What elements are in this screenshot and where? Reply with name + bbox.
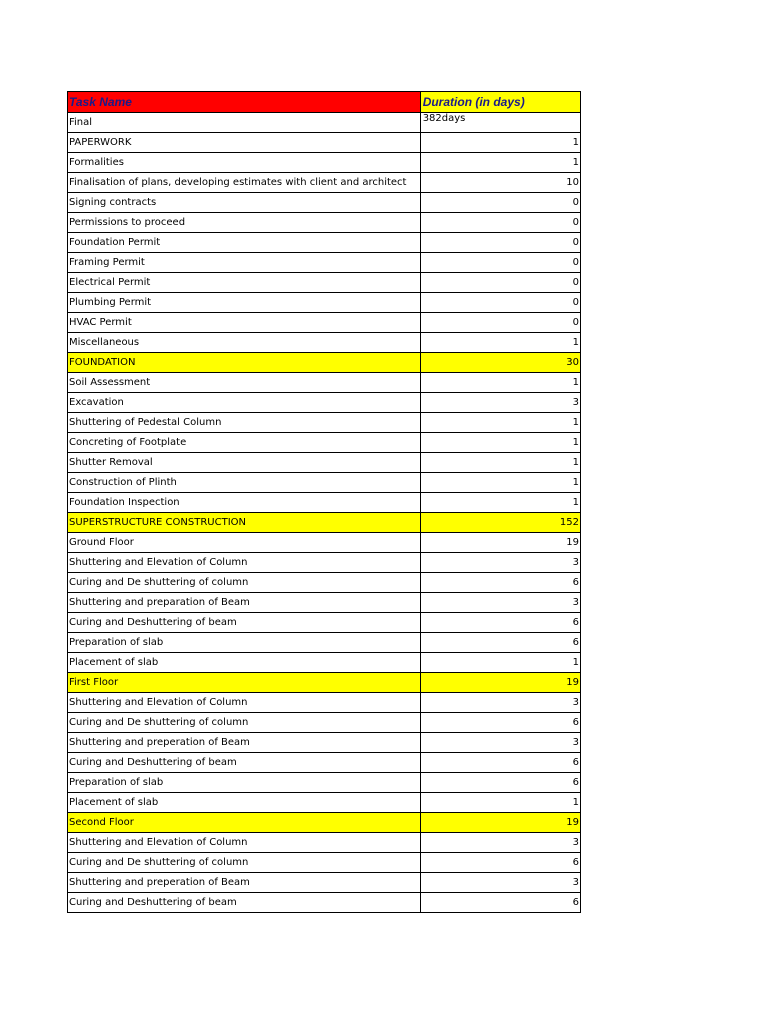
duration-cell: 1: [420, 493, 580, 513]
duration-cell: 3: [420, 553, 580, 573]
table-row: [68, 693, 581, 713]
table-row: [68, 813, 581, 833]
task-name-cell: Construction of Plinth: [68, 473, 421, 493]
task-name-cell: First Floor: [68, 673, 421, 693]
duration-cell: 1: [420, 133, 580, 153]
task-name-cell: SUPERSTRUCTURE CONSTRUCTION: [68, 513, 421, 533]
table-row: [68, 533, 581, 553]
table-row: [68, 853, 581, 873]
duration-cell: 152: [420, 513, 580, 533]
duration-cell: 3: [420, 733, 580, 753]
task-name-cell: Shuttering of Pedestal Column: [68, 413, 421, 433]
task-name-cell: Foundation Permit: [68, 233, 421, 253]
table-row: [68, 553, 581, 573]
duration-cell: 0: [420, 293, 580, 313]
task-name-cell: Excavation: [68, 393, 421, 413]
duration-cell: 19: [420, 673, 580, 693]
task-name-cell: Plumbing Permit: [68, 293, 421, 313]
table-row: [68, 473, 581, 493]
table-row: [68, 173, 581, 193]
task-name-cell: Shutter Removal: [68, 453, 421, 473]
table-row: [68, 453, 581, 473]
table-row: [68, 793, 581, 813]
table-row: [68, 233, 581, 253]
duration-cell: 6: [420, 633, 580, 653]
duration-cell: 6: [420, 613, 580, 633]
duration-cell: 10: [420, 173, 580, 193]
table-row: [68, 873, 581, 893]
table-row: [68, 313, 581, 333]
table-row: [68, 393, 581, 413]
table-row: [68, 713, 581, 733]
task-name-cell: Ground Floor: [68, 533, 421, 553]
table-row: [68, 373, 581, 393]
table-row: [68, 493, 581, 513]
task-name-cell: HVAC Permit: [68, 313, 421, 333]
table-row: [68, 353, 581, 373]
task-name-cell: Shuttering and preperation of Beam: [68, 873, 421, 893]
table-row: [68, 193, 581, 213]
table-row: [68, 253, 581, 273]
task-duration-table: [67, 91, 581, 913]
task-name-cell: Formalities: [68, 153, 421, 173]
table-row: [68, 273, 581, 293]
duration-cell: 3: [420, 693, 580, 713]
table-row: [68, 133, 581, 153]
table-row: [68, 113, 581, 133]
table-row: [68, 753, 581, 773]
table-row: [68, 733, 581, 753]
task-name-cell: Final: [68, 113, 421, 133]
table-row: [68, 613, 581, 633]
table-row: [68, 513, 581, 533]
task-name-cell: Placement of slab: [68, 793, 421, 813]
task-name-cell: Curing and De shuttering of column: [68, 853, 421, 873]
duration-cell: 6: [420, 573, 580, 593]
table-header-row: [68, 92, 581, 113]
task-name-cell: Curing and Deshuttering of beam: [68, 613, 421, 633]
task-name-cell: Curing and De shuttering of column: [68, 713, 421, 733]
task-name-cell: Electrical Permit: [68, 273, 421, 293]
duration-cell: 1: [420, 793, 580, 813]
duration-cell: 0: [420, 273, 580, 293]
duration-cell: 0: [420, 213, 580, 233]
task-name-cell: Shuttering and preparation of Beam: [68, 593, 421, 613]
duration-cell: 0: [420, 193, 580, 213]
table-row: [68, 433, 581, 453]
task-name-cell: Shuttering and Elevation of Column: [68, 833, 421, 853]
duration-cell: 19: [420, 533, 580, 553]
table-row: [68, 293, 581, 313]
task-name-cell: Placement of slab: [68, 653, 421, 673]
task-name-cell: PAPERWORK: [68, 133, 421, 153]
duration-cell: 19: [420, 813, 580, 833]
duration-cell: 6: [420, 713, 580, 733]
task-name-cell: Framing Permit: [68, 253, 421, 273]
task-name-cell: Shuttering and Elevation of Column: [68, 553, 421, 573]
table-row: [68, 633, 581, 653]
task-name-cell: Signing contracts: [68, 193, 421, 213]
duration-cell: 3: [420, 393, 580, 413]
table-row: [68, 893, 581, 913]
header-duration: Duration (in days): [420, 92, 580, 113]
task-name-cell: Miscellaneous: [68, 333, 421, 353]
table-row: [68, 593, 581, 613]
duration-cell: 1: [420, 653, 580, 673]
duration-cell: 1: [420, 373, 580, 393]
duration-cell: 6: [420, 893, 580, 913]
duration-cell: 382days: [420, 113, 580, 133]
task-name-cell: Shuttering and Elevation of Column: [68, 693, 421, 713]
table-row: [68, 833, 581, 853]
task-name-cell: Shuttering and preperation of Beam: [68, 733, 421, 753]
table-row: [68, 653, 581, 673]
duration-cell: 3: [420, 873, 580, 893]
table-row: [68, 213, 581, 233]
duration-cell: 0: [420, 253, 580, 273]
duration-cell: 3: [420, 593, 580, 613]
duration-cell: 30: [420, 353, 580, 373]
task-name-cell: Curing and Deshuttering of beam: [68, 893, 421, 913]
duration-cell: 6: [420, 853, 580, 873]
duration-cell: 3: [420, 833, 580, 853]
duration-cell: 0: [420, 313, 580, 333]
table-row: [68, 333, 581, 353]
duration-cell: 1: [420, 153, 580, 173]
task-name-cell: FOUNDATION: [68, 353, 421, 373]
table-row: [68, 573, 581, 593]
duration-cell: 6: [420, 753, 580, 773]
duration-cell: 0: [420, 233, 580, 253]
duration-cell: 1: [420, 473, 580, 493]
table-row: [68, 153, 581, 173]
duration-cell: 1: [420, 333, 580, 353]
table-row: [68, 773, 581, 793]
duration-cell: 1: [420, 453, 580, 473]
task-name-cell: Curing and De shuttering of column: [68, 573, 421, 593]
duration-cell: 1: [420, 433, 580, 453]
task-name-cell: Permissions to proceed: [68, 213, 421, 233]
duration-cell: 6: [420, 773, 580, 793]
task-name-cell: Preparation of slab: [68, 773, 421, 793]
duration-cell: 1: [420, 413, 580, 433]
table-row: [68, 673, 581, 693]
task-name-cell: Preparation of slab: [68, 633, 421, 653]
header-task-name: Task Name: [68, 92, 421, 113]
task-name-cell: Concreting of Footplate: [68, 433, 421, 453]
task-name-cell: Second Floor: [68, 813, 421, 833]
table-row: [68, 413, 581, 433]
task-name-cell: Foundation Inspection: [68, 493, 421, 513]
task-name-cell: Curing and Deshuttering of beam: [68, 753, 421, 773]
task-name-cell: Soil Assessment: [68, 373, 421, 393]
task-name-cell: Finalisation of plans, developing estimates with client and architect: [68, 173, 421, 193]
